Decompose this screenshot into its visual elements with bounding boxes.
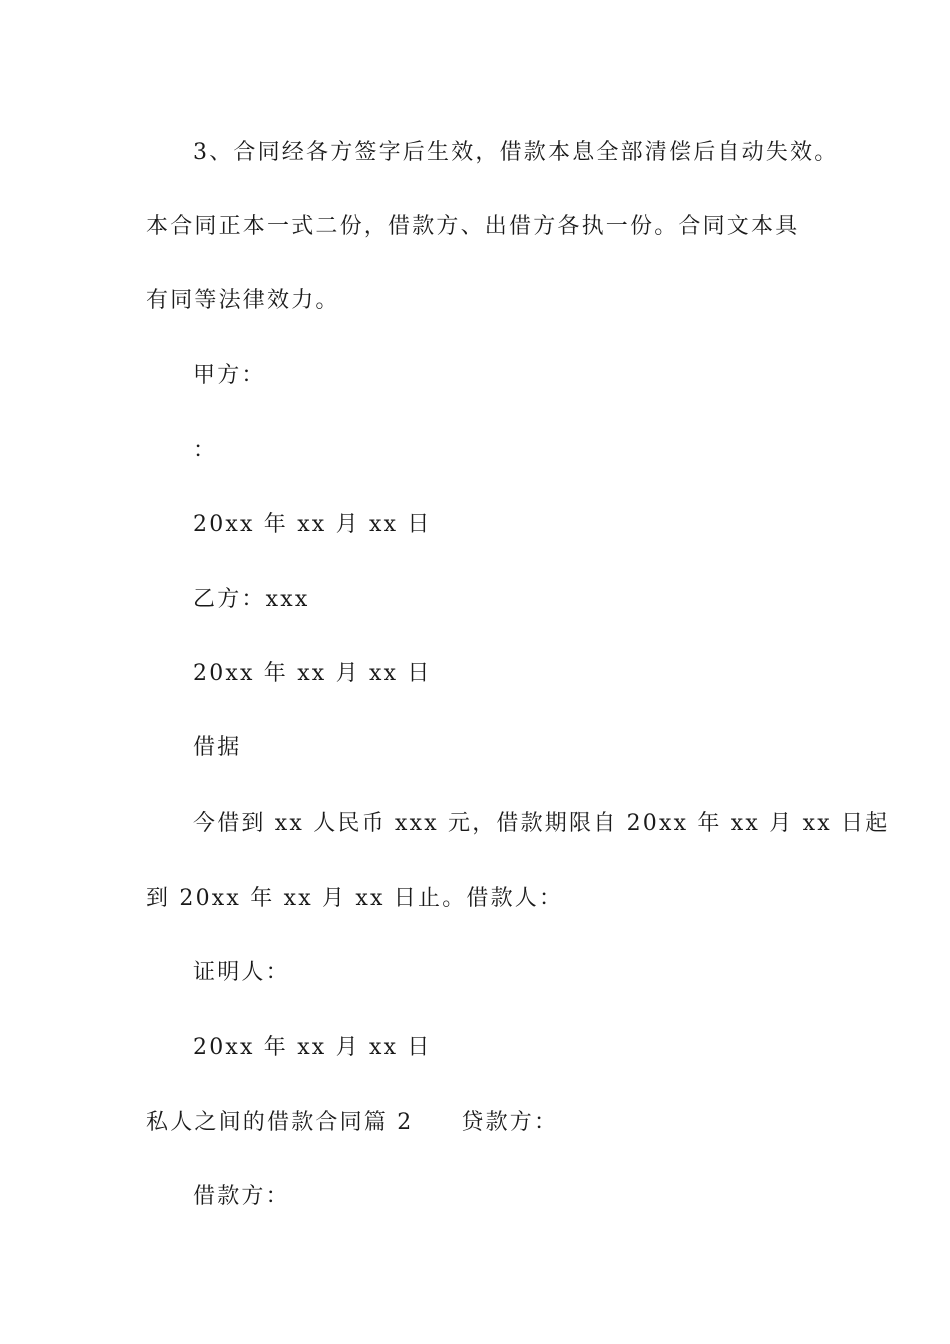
party-b-label: 乙方：xxx (193, 587, 310, 612)
witness-label: 证明人： (193, 960, 290, 985)
party-b-date: 20xx 年 xx 月 xx 日 (193, 661, 432, 686)
iou-text-line-2: 到 20xx 年 xx 月 xx 日止。借款人： (146, 886, 564, 911)
party-a-date: 20xx 年 xx 月 xx 日 (193, 512, 432, 537)
iou-date: 20xx 年 xx 月 xx 日 (193, 1035, 432, 1060)
clause-3-line-1: 3、合同经各方签字后生效，借款本息全部清偿后自动失效。 (193, 140, 839, 165)
borrower-label: 借款方： (193, 1184, 290, 1209)
iou-text-line-1: 今借到 xx 人民币 xxx 元，借款期限自 20xx 年 xx 月 xx 日起 (193, 811, 890, 836)
lender-label: 贷款方： (461, 1110, 559, 1135)
clause-3-line-2: 本合同正本一式二份，借款方、出借方各执一份。合同文本具 (146, 214, 800, 239)
signature-colon: ： (193, 438, 218, 463)
section-heading-line (146, 1108, 558, 1138)
section-heading: 私人之间的借款合同篇 2 (146, 1110, 414, 1135)
iou-title: 借据 (193, 735, 242, 760)
party-a-label: 甲方： (193, 363, 266, 388)
clause-3-line-3: 有同等法律效力。 (146, 288, 340, 313)
